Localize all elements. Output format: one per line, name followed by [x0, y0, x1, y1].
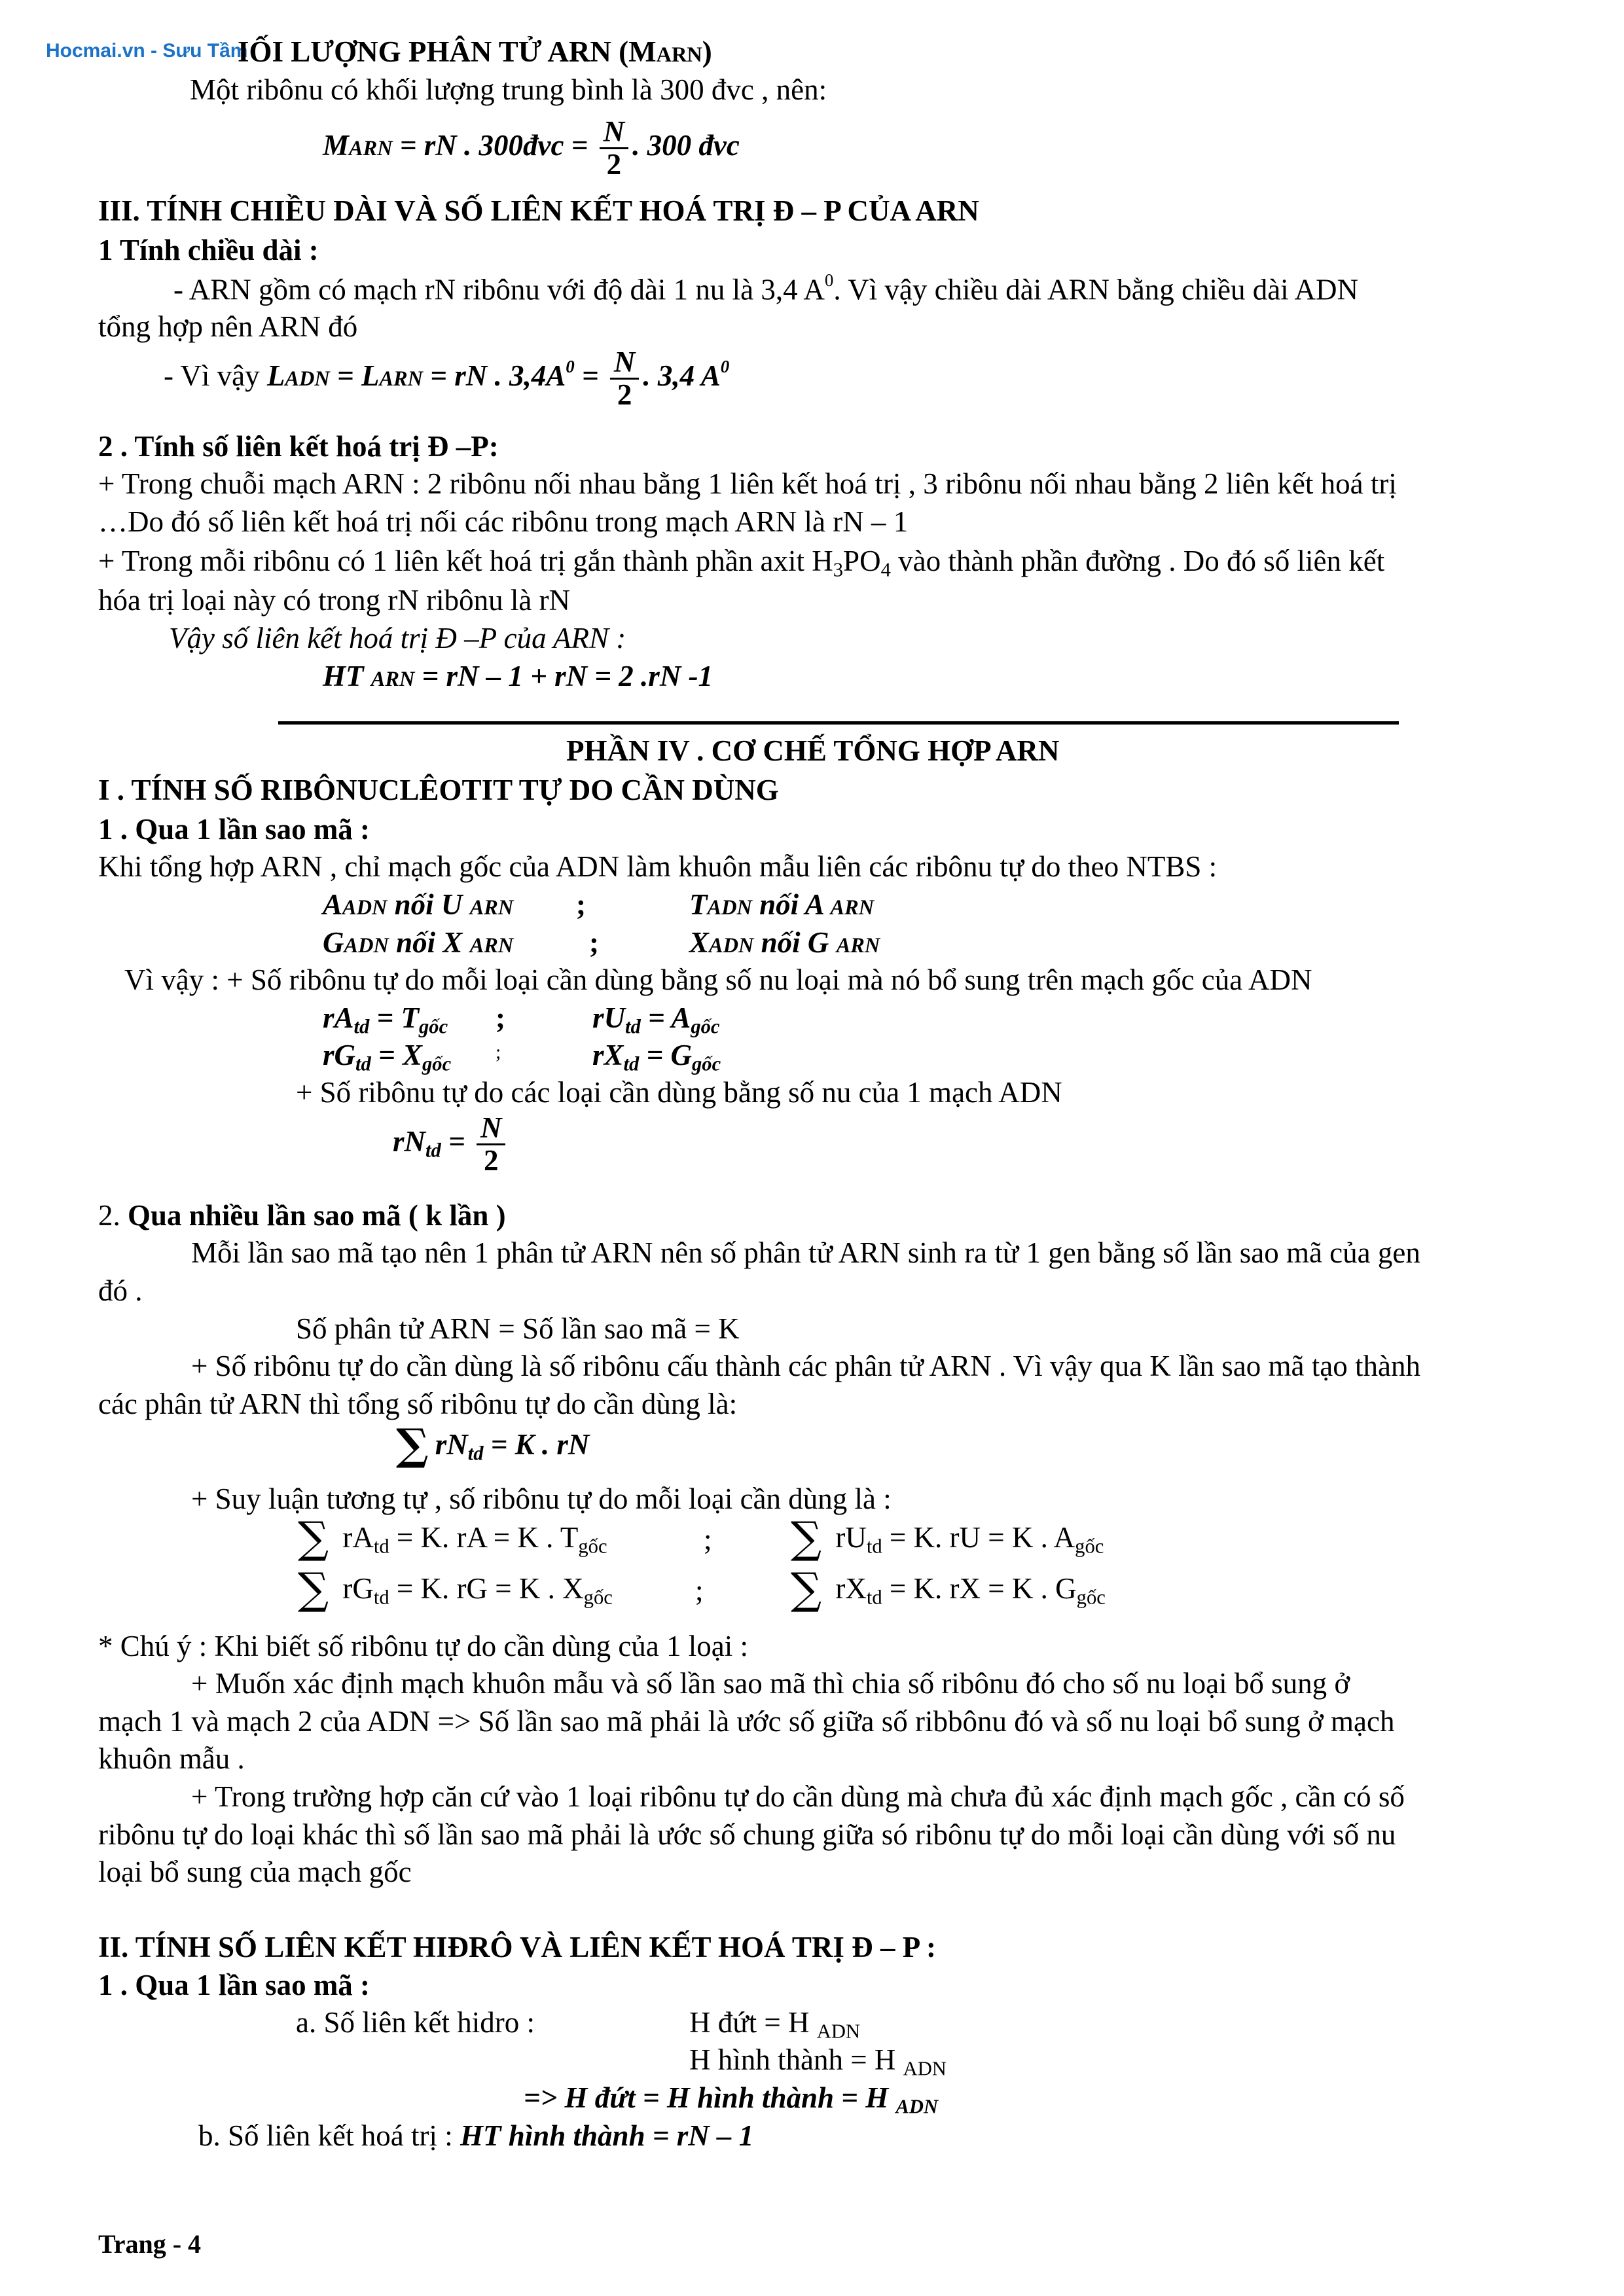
separator: ; [589, 926, 599, 959]
sigma-symbol: ∑ [298, 1513, 329, 1563]
fraction-n-over-2: $\frac{N}{2}$ [600, 117, 629, 181]
section-heading-i: I . TÍNH SỐ RIBÔNUCLÊOTIT TỰ DO CẦN DÙNG [98, 774, 779, 806]
label-hidro: a. Số liên kết hidro : [296, 2006, 535, 2039]
paragraph-moi-lan-2: đó . [98, 1274, 143, 1307]
note-para-1c: khuôn mẫu . [98, 1742, 245, 1775]
part-title: PHẦN IV . CƠ CHẾ TỔNG HỢP ARN [566, 734, 1060, 767]
subheading-lien-ket: 2 . Tính số liên kết hoá trị Đ –P: [98, 430, 499, 463]
fraction-n-over-2: $\frac{N}{2}$ [477, 1113, 506, 1177]
note-para-2c: loại bổ sung của mạch gốc [98, 1856, 412, 1888]
separator: ; [496, 1041, 501, 1063]
paragraph-bond-3: + Trong mỗi ribônu có 1 liên kết hoá trị gắn thành phần axit $H_3PO_4$ vào thành phần đường . Do đó số liên kết [98, 545, 1385, 581]
separator: ; [695, 1574, 704, 1607]
separator: ; [704, 1523, 712, 1556]
sigma-symbol: ∑ [791, 1564, 822, 1614]
watermark: Hocmai.vn - Sưu Tầm [46, 40, 248, 62]
paragraph-vi-vay: Vì vậy : + Số ribônu tự do mỗi loại cần dùng bằng số nu loại mà nó bổ sung trên mạch gốc của ADN [124, 963, 1312, 996]
paragraph-mot-mach: + Số ribônu tự do các loại cần dùng bằng số nu của 1 mạch ADN [296, 1076, 1062, 1109]
note-para-2a: + Trong trường hợp căn cứ vào 1 loại ribônu tự do cần dùng mà chưa đủ xác định mạch gốc , cần có số [191, 1780, 1405, 1813]
note-para-1a: + Muốn xác định mạch khuôn mẫu và số lần sao mã thì chia số ribônu đó cho số nu loại bổ sung ở [191, 1667, 1350, 1700]
equation-ru: $rU_{td} = A_{gốc}$ [592, 1001, 720, 1038]
note-para-1b: mạch 1 và mạch 2 của ADN => Số lần sao mã phải là ước số giữa số ribbônu đó và số nu loại bổ sung ở mạch [98, 1705, 1395, 1738]
paragraph-suy-luan: + Suy luận tương tự , số ribônu tự do mỗi loại cần dùng là : [191, 1482, 892, 1515]
paragraph-tong-2: các phân tử ARN thì tổng số ribônu tự do cần dùng là: [98, 1388, 738, 1420]
equation-ra-ru: $rA_{td} = T_{gốc}$ [323, 1001, 448, 1038]
sigma-symbol: ∑ [396, 1419, 429, 1470]
section-heading-iii: III. TÍNH CHIỀU DÀI VÀ SỐ LIÊN KẾT HOÁ TRỊ Đ – P CỦA ARN [98, 194, 979, 227]
section-heading-ii: II. TÍNH SỐ LIÊN KẾT HIĐRÔ VÀ LIÊN KẾT HOÁ TRỊ Đ – P : [98, 1931, 936, 1964]
paragraph-so-phan-tu: Số phân tử ARN = Số lần sao mã = K [296, 1312, 740, 1345]
value-h-hinh-thanh: H hình thành = H $_{ADN}$ [689, 2043, 947, 2080]
formula-sum-u: ∑ $rU_{td} = K$. rU = K . $A_{gốc}$ [791, 1513, 1104, 1563]
equation-rg-rx: $rG_{td} = X_{gốc}$ [323, 1039, 452, 1075]
note-heading: * Chú ý : Khi biết số ribônu tự do cần dùng của 1 loại : [98, 1630, 749, 1662]
pairing-row-2: GADN nối X ARN [323, 926, 514, 959]
page-footer: Trang - 4 [98, 2229, 202, 2259]
subheading-chieu-dai: 1 Tính chiều dài : [98, 234, 319, 266]
equation-rx: $rX_{td} = G_{gốc}$ [592, 1039, 721, 1075]
paragraph-bond-1: + Trong chuỗi mạch ARN : 2 ribônu nối nhau bằng 1 liên kết hoá trị , 3 ribônu nối nhau bằng 2 liên kết hoá trị [98, 467, 1397, 500]
separator: ; [576, 888, 586, 921]
sigma-symbol: ∑ [791, 1513, 822, 1563]
horizontal-divider [278, 721, 1399, 725]
subheading-1-lan: 1 . Qua 1 lần sao mã : [98, 813, 370, 846]
value-h-dut: H đứt = H $_{ADN}$ [689, 2006, 861, 2043]
subheading-nhieu-lan: 2. Qua nhiều lần sao mã ( k lần ) [98, 1199, 506, 1232]
paragraph-ntbs: Khi tổng hợp ARN , chỉ mạch gốc của ADN làm khuôn mẫu liên các ribônu tự do theo NTBS : [98, 850, 1218, 883]
subheading-ii-1: 1 . Qua 1 lần sao mã : [98, 1969, 370, 2001]
formula-length: - Vì vậy LADN = LARN = rN . $3,4A^0$ = $\frac{N}{2}$ . 3,4 $A^0$ [164, 346, 730, 412]
pairing-row-1-right: TADN nối A ARN [689, 888, 875, 921]
pairing-row-1: AADN nối U ARN [323, 888, 514, 921]
note-para-2b: ribônu tự do loại khác thì số lần sao mã phải là ước số chung giữa só ribônu tự do mỗi loại cần dùng với số nu [98, 1818, 1396, 1851]
paragraph-length-1: - ARN gồm có mạch rN ribônu với độ dài 1 nu là 3,4 $A^0$. Vì vậy chiều dài ARN bằng chiều dài ADN [173, 270, 1358, 306]
formula-sum-rn: ∑ $rN_{td} = K$ . rN [396, 1419, 590, 1470]
pairing-row-2-right: XADN nối G ARN [689, 926, 880, 959]
formula-sum-g: ∑ $rG_{td} = K$. rG = K . $X_{gốc}$ [298, 1564, 613, 1614]
fraction-n-over-2: $\frac{N}{2}$ [610, 347, 640, 411]
separator: ; [496, 1001, 505, 1034]
paragraph-bond-2: …Do đó số liên kết hoá trị nối các ribônu trong mạch ARN là rN – 1 [98, 505, 909, 538]
sigma-symbol: ∑ [298, 1564, 329, 1614]
heading-khoi-luong: IỐI LƯỢNG PHÂN TỬ ARN (MARN) [238, 35, 712, 68]
paragraph-ribonu-mass: Một ribônu có khối lượng trung bình là 300 đvc , nên: [190, 73, 827, 106]
formula-sum-a: ∑ $rA_{td} = K$. rA = K . $T_{gốc}$ [298, 1513, 607, 1563]
formula-rn-td: $rN_{td}$ = $\frac{N}{2}$ [393, 1113, 509, 1177]
formula-ht-arn: HT ARN = rN – 1 + rN = 2 .rN -1 [323, 660, 713, 692]
formula-m-arn: MARN = rN . 300đvc = $\frac{N}{2}$ . 300 đvc [323, 115, 740, 181]
formula-h-equal: => H đứt = H hình thành = H $_{ADN}$ [524, 2081, 939, 2118]
paragraph-moi-lan-1: Mỗi lần sao mã tạo nên 1 phân tử ARN nên số phân tử ARN sinh ra từ 1 gen bằng số lần sao mã của gen [191, 1236, 1420, 1269]
paragraph-length-2: tổng hợp nên ARN đó [98, 310, 358, 343]
formula-ht-hinh-thanh: b. Số liên kết hoá trị : HT hình thành = rN – 1 [198, 2119, 754, 2152]
formula-sum-x: ∑ $rX_{td} = K$. rX = K . $G_{gốc}$ [791, 1564, 1106, 1614]
paragraph-bond-4: hóa trị loại này có trong rN ribônu là rN [98, 584, 571, 617]
paragraph-bond-5: Vậy số liên kết hoá trị Đ –P của ARN : [169, 622, 626, 655]
paragraph-tong-1: + Số ribônu tự do cần dùng là số ribônu cấu thành các phân tử ARN . Vì vậy qua K lần sao mã tạo thành [191, 1350, 1420, 1382]
